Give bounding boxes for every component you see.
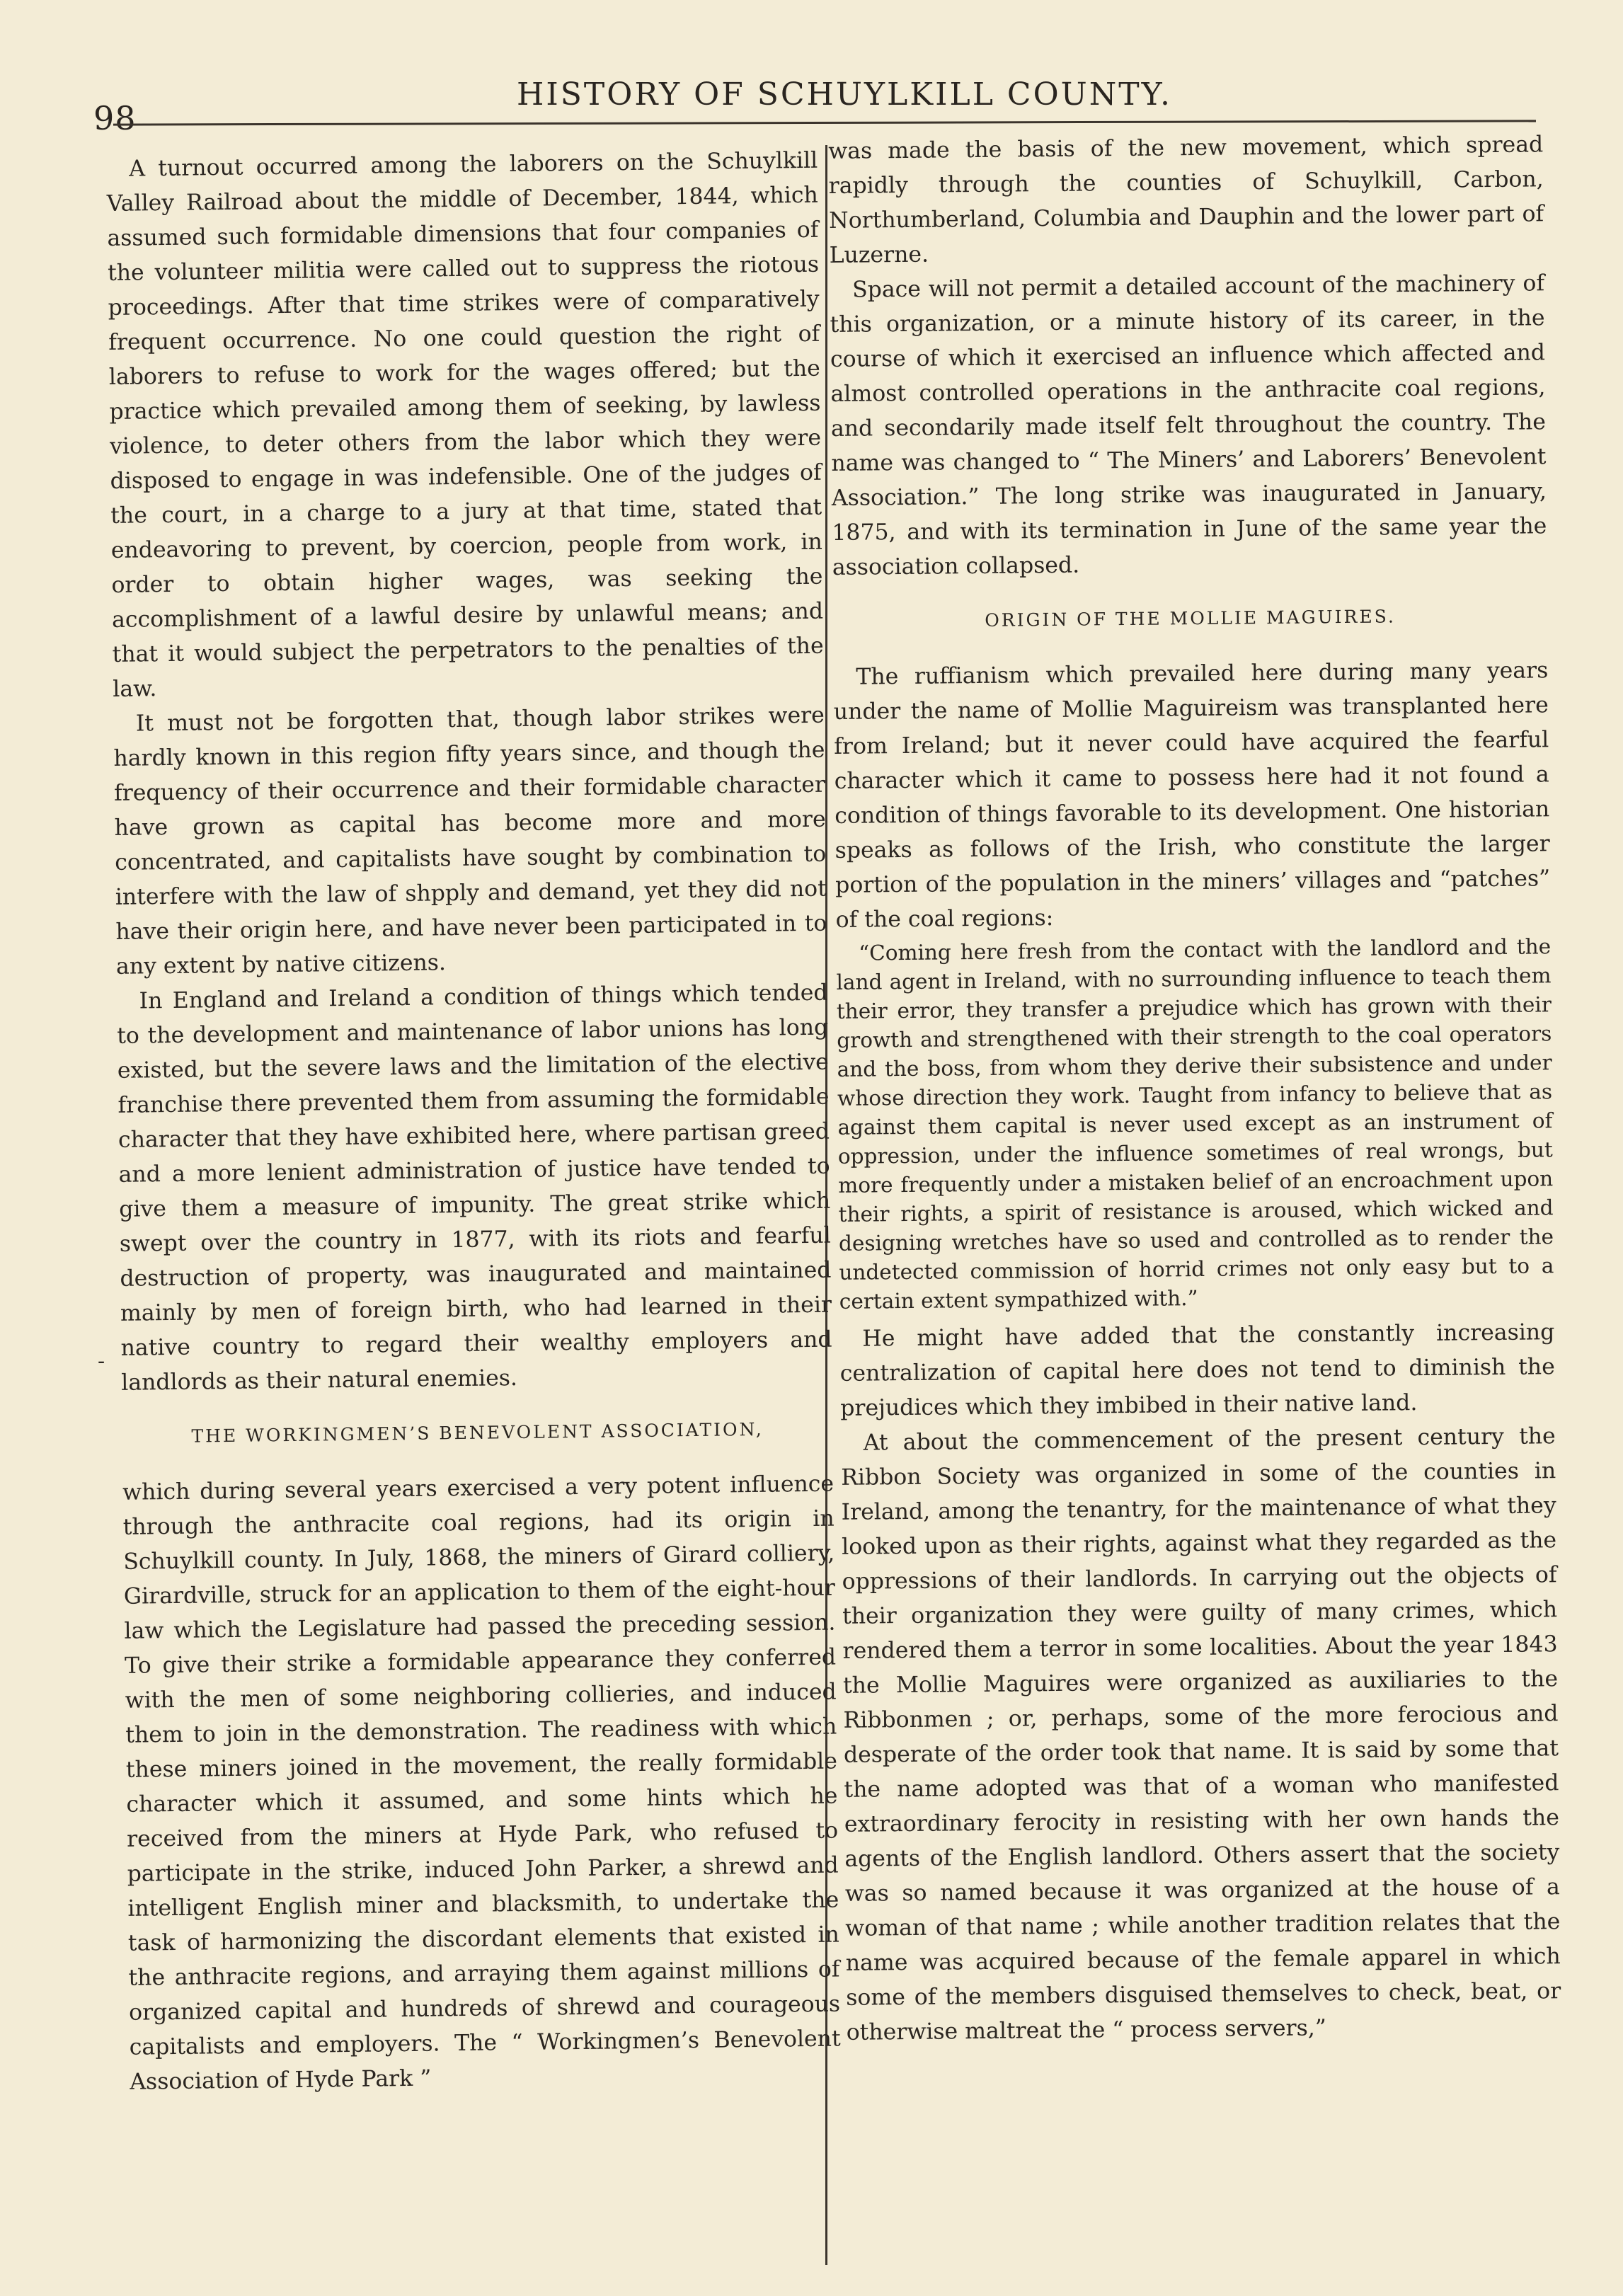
margin-mark: - xyxy=(98,1349,105,1374)
section-heading: ORIGIN OF THE MOLLIE MAGUIRES. xyxy=(985,606,1396,631)
paragraph: was made the basis of the new movement, which spread rapidly through the counties of Schuylkill, Carbon, Northumberland, Columbia and Dauphin and the lower part of Luzerne. xyxy=(828,132,1544,268)
paragraph: Space will not permit a detailed account of the machinery of this organization, or a minute history of its career, in the course of which it exercised an influence which affected and almost controlled operations in the anthracite coal regions, and secondarily made itself felt throughout the country. The name was changed to “ The Miners’ and Laborers’ Benevolent Association.” The long strike was inaugurated in January, 1875, and with its termination in June of the same year the association collapsed. xyxy=(830,270,1547,580)
paragraph: The ruffianism which prevailed here during many years under the name of Mollie Maguireism was transplanted here from Ireland; but it never could have acquired the fearful character which it came to possess here had it not found a condition of things favorable to its development. One historian speaks as follows of the Irish, who constitute the larger portion of the population in the miners’ villages and “patches” of the coal regions: xyxy=(833,658,1551,933)
block-quote: “Coming here fresh from the contact with the landlord and the land agent in Ireland, with no surrounding influence to teach them their error, they transfer a prejudice which has grown with their growth and strengthened with their strength to the coal operators and the boss, from whom they derive their subsistence and under whose direction they work. Taught from infancy to believe that as against them capital is never used except as an instrument of oppression, under the influence sometimes of real wrongs, but more frequently under a mistaken belief of an encroachment upon their rights, a spirit of resistance is aroused, which wicked and designing wretches have so used and controlled as to render the undetected commission of horrid crimes not only easy but to a certain extent sympathized with.” xyxy=(836,934,1554,1314)
section-heading: THE WORKINGMEN’S BENEVOLENT ASSOCIATION, xyxy=(191,1418,764,1447)
paragraph: which during several years exercised a very potent influence through the anthracite coal regions, had its origin in Schuylkill county. In July, 1868, the miners of Girard colliery, Girardville, struck for an application to them of the eight-hour law which the Legislature had passed the preceding session. To give their strike a formidable appearance they conferred with the men of some neighboring collieries, and induced them to join in the demonstration. The readiness with which these miners joined in the movement, the really formidable character which it assumed, and some hints which he received from the miners at Hyde Park, who refused to participate in the strike, induced John Parker, a shrewd and intelligent English miner and blacksmith, to undertake the task of harmonizing the discordant elements that existed in the anthracite regions, and arraying them against millions of organized capital and hundreds of shrewd and courageous capitalists and employers. The “ Workingmen’s Benevolent Association of Hyde Park ” xyxy=(122,1471,841,2095)
paragraph: At about the commencement of the present century the Ribbon Society was organized in some of the counties in Ireland, among the tenantry, for the maintenance of what they looked upon as their rights, against what they regarded as the oppressions of their landlords. In carrying out the objects of their organization they were guilty of many crimes, which rendered them a terror in some localities. About the year 1843 the Mollie Maguires were organized as auxiliaries to the Ribbonmen ; or, perhaps, some of the more ferocious and desperate of the order took that name. It is said by some that the name adopted was that of a woman who manifested extraordinary ferocity in resisting with her own hands the agents of the English landlord. Others assert that the society was so named because it was organized at the house of a woman of that name ; while another tradition relates that the name was acquired because of the female apparel in which some of the members disguised themselves to check, beat, or otherwise maltreat the “ process servers,” xyxy=(841,1423,1561,2045)
right-column xyxy=(828,127,1561,2050)
paragraph: He might have added that the constantly increasing centralization of capital here does not tend to diminish the prejudices which they imbibed in their native land. xyxy=(839,1319,1555,1421)
header-rule xyxy=(113,120,1536,125)
left-column xyxy=(106,144,842,2100)
paragraph: A turnout occurred among the laborers on the Schuylkill Valley Railroad about the middle of December, 1844, which assumed such formidable dimensions that four companies of the volunteer militia were called out to suppress the riotous proceedings. After that time strikes were of comparatively frequent occurrence. No one could question the right of laborers to refuse to work for the wages offered; but the practice which prevailed among them of seeking, by lawless violence, to deter others from the labor which they were disposed to engage in was indefensible. One of the judges of the court, in a charge to a jury at that time, stated that endeavoring to prevent, by coercion, people from work, in order to obtain higher wages, was seeking the accomplishment of a lawful desire by unlawful means; and that it would subject the perpetrators to the penalties of the law. xyxy=(106,147,824,702)
running-title: HISTORY OF SCHUYLKILL COUNTY. xyxy=(517,76,1172,113)
paragraph: It must not be forgotten that, though labor strikes were hardly known in this region fifty years since, and though the frequency of their occurrence and their formidable character have grown as capital has become more and more concentrated, and capitalists have sought by combination to interfere with the law of shpply and demand, yet they did not have their origin here, and have never been participated in to any extent by native citizens. xyxy=(113,702,827,980)
page-number: 98 xyxy=(93,99,137,137)
paragraph: In England and Ireland a condition of things which tended to the development and maintenance of labor unions has long existed, but the severe laws and the limitation of the elective franchise there prevented them from assuming the formidable character that they have exhibited here, where partisan greed and a more lenient administration of justice have tended to give them a measure of impunity. The great strike which swept over the country in 1877, with its riots and fearful destruction of property, was inaugurated and maintained mainly by men of foreign birth, who had learned in their native country to regard their wealthy employers and landlords as their natural enemies. xyxy=(117,980,832,1396)
